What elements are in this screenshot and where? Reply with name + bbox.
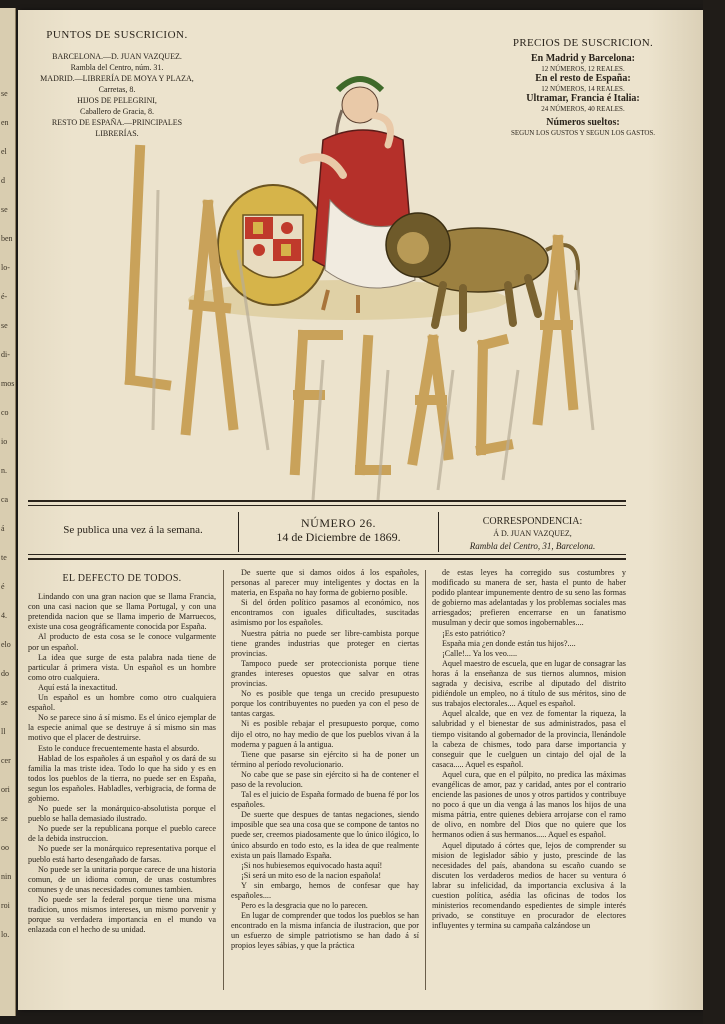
margin-fragment: oo xyxy=(1,843,9,852)
article-paragraph: de estas leyes ha corregido sus costumbres y modificado su manera de ser, hasta el punto de haber podido plantear impunemente dentro de su seno las formas de gobierno mas adelantadas y los problemas sociales mas arriesgados; prefieren encerrarse en un fanatismo musulman y decir que somos ingobernables.... xyxy=(432,568,626,628)
publication-frequency: Se publica una vez á la semana. xyxy=(63,524,203,536)
article-paragraph: Tal es el juicio de España formado de buena fé por los españoles. xyxy=(231,790,419,810)
point-line: Rambla del Centro, núm. 31. xyxy=(70,63,164,72)
margin-fragment: 4. xyxy=(1,611,7,620)
margin-fragment: d xyxy=(1,176,5,185)
article-paragraph: No puede ser la republicana porque el pueblo carece de la debida instruccion. xyxy=(28,824,216,844)
article-paragraph: Aquel alcalde, que en vez de fomentar la riqueza, la salubridad y el bienestar de sus administrados, pasa el tiempo visitando al gobernador de la provincia, llenándole la cabeza de chismes, todo para darse importancia y conseguir que le cuelguen un cintajo del ojal de la casaca..... Aquel es español. xyxy=(432,709,626,769)
margin-fragment: lo- xyxy=(1,263,10,272)
price-head: En Madrid y Barcelona: xyxy=(531,53,635,64)
margin-fragment: lo. xyxy=(1,930,10,939)
article-column-2 xyxy=(231,568,419,952)
margin-fragment: roi xyxy=(1,901,10,910)
correspondence-box xyxy=(438,512,626,552)
margin-fragment: en xyxy=(1,118,9,127)
margin-fragment: ll xyxy=(1,727,6,736)
point-line: RESTO DE ESPAÑA.—PRINCIPALES xyxy=(51,118,183,127)
margin-fragment: mos xyxy=(1,379,15,388)
issue-number: NÚMERO 26. xyxy=(300,516,376,530)
margin-fragment: di- xyxy=(1,350,10,359)
article-paragraph: Y sin embargo, hemos de confesar que hay españoles.... xyxy=(231,880,419,900)
issue-info-band xyxy=(28,500,626,560)
point-line: HIJOS DE PELEGRINI, xyxy=(77,96,157,105)
price-head: Números sueltos: xyxy=(546,117,620,128)
issue-number-box xyxy=(238,512,438,552)
margin-fragment: n. xyxy=(1,466,7,475)
article-paragraph: Aquel maestro de escuela, que en lugar de consagrar las horas á la enseñanza de sus tiernos alumnos, mision sagrada y decisiva, escribe al diputado del distrito pidiéndole un empleo, no á título de sus méritos, sino de sus trabajos electorales.... Aquel es español. xyxy=(432,658,626,709)
article-paragraph: Si del órden político pasamos al económico, nos encontramos con iguales dificultades, suscitadas asimismo por los españoles. xyxy=(231,598,419,628)
price-detail: 12 NÚMEROS, 12 REALES. xyxy=(541,65,625,73)
point-line: BARCELONA.—D. JUAN VAZQUEZ. xyxy=(52,52,182,61)
column-divider xyxy=(223,570,224,990)
article-paragraph: España mia ¿en donde están tus hijos?.... xyxy=(442,638,576,648)
issue-date: 14 de Diciembre de 1869. xyxy=(276,530,401,544)
article-paragraph: Ni es posible rebajar el presupuesto porque, como dijo el otro, no hay medio de que los pueblos vivan á la moderna y paguen á la antigua. xyxy=(231,719,419,749)
article-body xyxy=(28,568,626,998)
margin-fragment: te xyxy=(1,553,7,562)
article-paragraph: ¡Es esto patriótico? xyxy=(442,628,506,638)
article-paragraph: En lugar de comprender que todos los pueblos se han encontrado en la misma infancia de ilustracion, que por un esfuerzo de simple patriotismo se han dado á sí propios leyes sábias, y que la práctica xyxy=(231,911,419,951)
masthead-illustration xyxy=(98,50,618,510)
newspaper-page xyxy=(18,10,703,1010)
correspondence-title: CORRESPONDENCIA: xyxy=(482,516,583,527)
margin-fragment: cer xyxy=(1,756,11,765)
article-paragraph: De suerte que despues de tantas negaciones, siendo imposible que sea una cosa que se compone de tantos no puede ser, creemos piadosamente que lo único ilógico, lo único absurdo en todo esto, es la idea de que realmente exista un país llamado España. xyxy=(231,810,419,860)
point-line: Carretas, 8. xyxy=(98,85,136,94)
binding-shadow xyxy=(703,0,725,1024)
correspondence-address: Rambla del Centro, 31, Barcelona. xyxy=(469,541,596,551)
margin-fragment: do xyxy=(1,669,9,678)
margin-fragment: se xyxy=(1,698,8,707)
article-paragraph: No puede ser la monárquico representativa porque el pueblo está harto desengañado de farsas. xyxy=(28,844,216,864)
article-paragraph: Nuestra pátria no puede ser libre-cambista porque tiene grandes industrias que proteger en ciertas provincias. xyxy=(231,628,419,658)
article-paragraph: Pero es la desgracia que no lo parecen. xyxy=(241,901,368,911)
article-paragraph: No puede ser la monárquico-absolutista porque el pueblo se halla demasiado ilustrado. xyxy=(28,804,216,824)
coat-of-arms-icon xyxy=(218,185,328,305)
article-paragraph: No puede ser la unitaria porque carece de una historia comun, de un idioma comun, de unas costumbres comunes y de unas necesidades comunes tambien. xyxy=(28,864,216,894)
column-divider xyxy=(425,570,426,990)
margin-fragment: io xyxy=(1,437,8,446)
margin-fragment: é- xyxy=(1,292,8,301)
subscription-points-title: PUNTOS DE SUSCRICION. xyxy=(46,29,188,41)
article-paragraph: Lindando con una gran nacion que se llama Francia, con una casi nacion que se llama Portugal, y con una pretendida nacion que se llama imperio de Marruecos, existe una cosa geográficamente conocida por España. xyxy=(28,592,216,632)
article-title: EL DEFECTO DE TODOS. xyxy=(62,573,182,584)
margin-fragment: é xyxy=(1,582,5,591)
price-head: En el resto de España: xyxy=(535,73,631,84)
article-paragraph: La idea que surge de esta palabra nada tiene de particular á primera vista. Un español es un hombre como otro cualquiera. xyxy=(28,652,216,682)
margin-fragment: ori xyxy=(1,785,10,794)
article-paragraph: No se parece sino á sí mismo. Es el único ejemplar de la especie animal que se destruye á sí mismo sin mas motivo que el placer de destruirse. xyxy=(28,713,216,743)
margin-fragment: ca xyxy=(1,495,9,504)
margin-fragment: el xyxy=(1,147,7,156)
article-paragraph: ¡Si será un mito eso de la nacion española! xyxy=(241,870,382,880)
article-paragraph: Un español es un hombre como otro cualquiera español. xyxy=(28,693,216,713)
margin-fragment: se xyxy=(1,321,8,330)
point-line: LIBRERÍAS. xyxy=(95,129,139,138)
correspondence-name: Á D. JUAN VAZQUEZ, xyxy=(493,529,572,538)
article-paragraph: No cabe que se pase sin ejército si ha de contener el paso de la revolucion. xyxy=(231,769,419,789)
article-column-1 xyxy=(28,568,216,935)
article-paragraph: Tampoco puede ser proteccionista porque tiene grandes intereses opuestos que salvar en otras provincias. xyxy=(231,658,419,689)
article-paragraph: Tiene que pasarse sin ejército si ha de poner un término al período revolucionario. xyxy=(231,749,419,769)
margin-fragment: á xyxy=(1,524,5,533)
article-paragraph: Hablad de los españoles á un español y os dará de su familia la mas triste idea. Todo lo que ha sido y es en todos los pueblos de la tierra, no puede ser en España, segun los españoles. Habladles, verbigracia, de forma de gobierno. xyxy=(28,753,216,803)
price-detail: 12 NÚMEROS, 14 REALES. xyxy=(541,85,625,93)
price-detail: SEGUN LOS GUSTOS Y SEGUN LOS GASTOS. xyxy=(510,129,656,137)
margin-fragment: se xyxy=(1,205,8,214)
margin-fragment: elo xyxy=(1,640,11,649)
article-paragraph: ¡Si nos hubiesemos equivocado hasta aquí! xyxy=(241,860,383,870)
article-paragraph: No es posible que tenga un crecido presupuesto porque los contribuyentes no pueden ya con el peso de tantas cargas. xyxy=(231,689,419,719)
article-paragraph: Al producto de esta cosa se le conoce vulgarmente por un español. xyxy=(28,632,216,652)
letter-C xyxy=(481,340,508,450)
article-column-3 xyxy=(432,568,626,931)
article-paragraph: Esto le conduce frecuentemente hasta el absurdo. xyxy=(38,743,200,753)
article-paragraph: Aquí está la inexactitud. xyxy=(38,682,118,692)
letter-L xyxy=(130,150,166,385)
price-head: Ultramar, Francia é Italia: xyxy=(526,93,640,104)
article-paragraph: Aquel diputado á córtes que, lejos de comprender su mision de legislador sábio y justo, prescinde de las necesidades del país, abandona su escaño cuando se discuten los verdaderos medios de hacer su ventura ó labrar su infelicidad, da importancia exclusiva á la cuestion política, asédia las oficinas de todos los ministerios recomendando espedientes de simple interés privado, se constituye en procurador de electores influyentes y termina su campaña calzándose un xyxy=(432,840,626,931)
margin-fragment: nin xyxy=(1,872,12,881)
article-paragraph: De suerte que si damos oidos á los españoles, personas al parecer muy inteligentes y doctas en la materia, en España no hay forma de gobierno posible. xyxy=(231,568,419,598)
margin-fragment: co xyxy=(1,408,9,417)
price-detail: 24 NÚMEROS, 40 REALES. xyxy=(541,105,625,113)
point-line: MADRID.—LIBRERÍA DE MOYA Y PLAZA, xyxy=(40,74,194,83)
article-paragraph: ¡Calle!... Ya los veo..... xyxy=(442,648,518,658)
point-line: Caballero de Gracia, 8. xyxy=(80,107,154,116)
subscription-prices-title: PRECIOS DE SUSCRICION. xyxy=(512,37,654,49)
adjacent-page-edge xyxy=(0,8,16,1016)
margin-fragment: se xyxy=(1,814,8,823)
article-paragraph: No puede ser la federal porque tiene una misma tradicion, unos mismos intereses, un mismo porvenir y porque su verdadera importancia en el mundo va enlazada con el hecho de su unidad. xyxy=(28,894,216,935)
margin-fragment: ben xyxy=(1,234,13,243)
article-paragraph: Aquel cura, que en el púlpito, no predica las máximas evangélicas de amor, paz y caridad, antes por el contrario enciende las pasiones de unos y otros partidos y contribuye no poco á que un dia venga á las manos los hijos de una misma pátria, entre quienes debiera arrojarse con el ramo de olivo, en nombre del Dios que no quiere que los hermanos odien á sus hermanos..... Aquel es español. xyxy=(432,769,626,840)
margin-fragment: se xyxy=(1,89,8,98)
